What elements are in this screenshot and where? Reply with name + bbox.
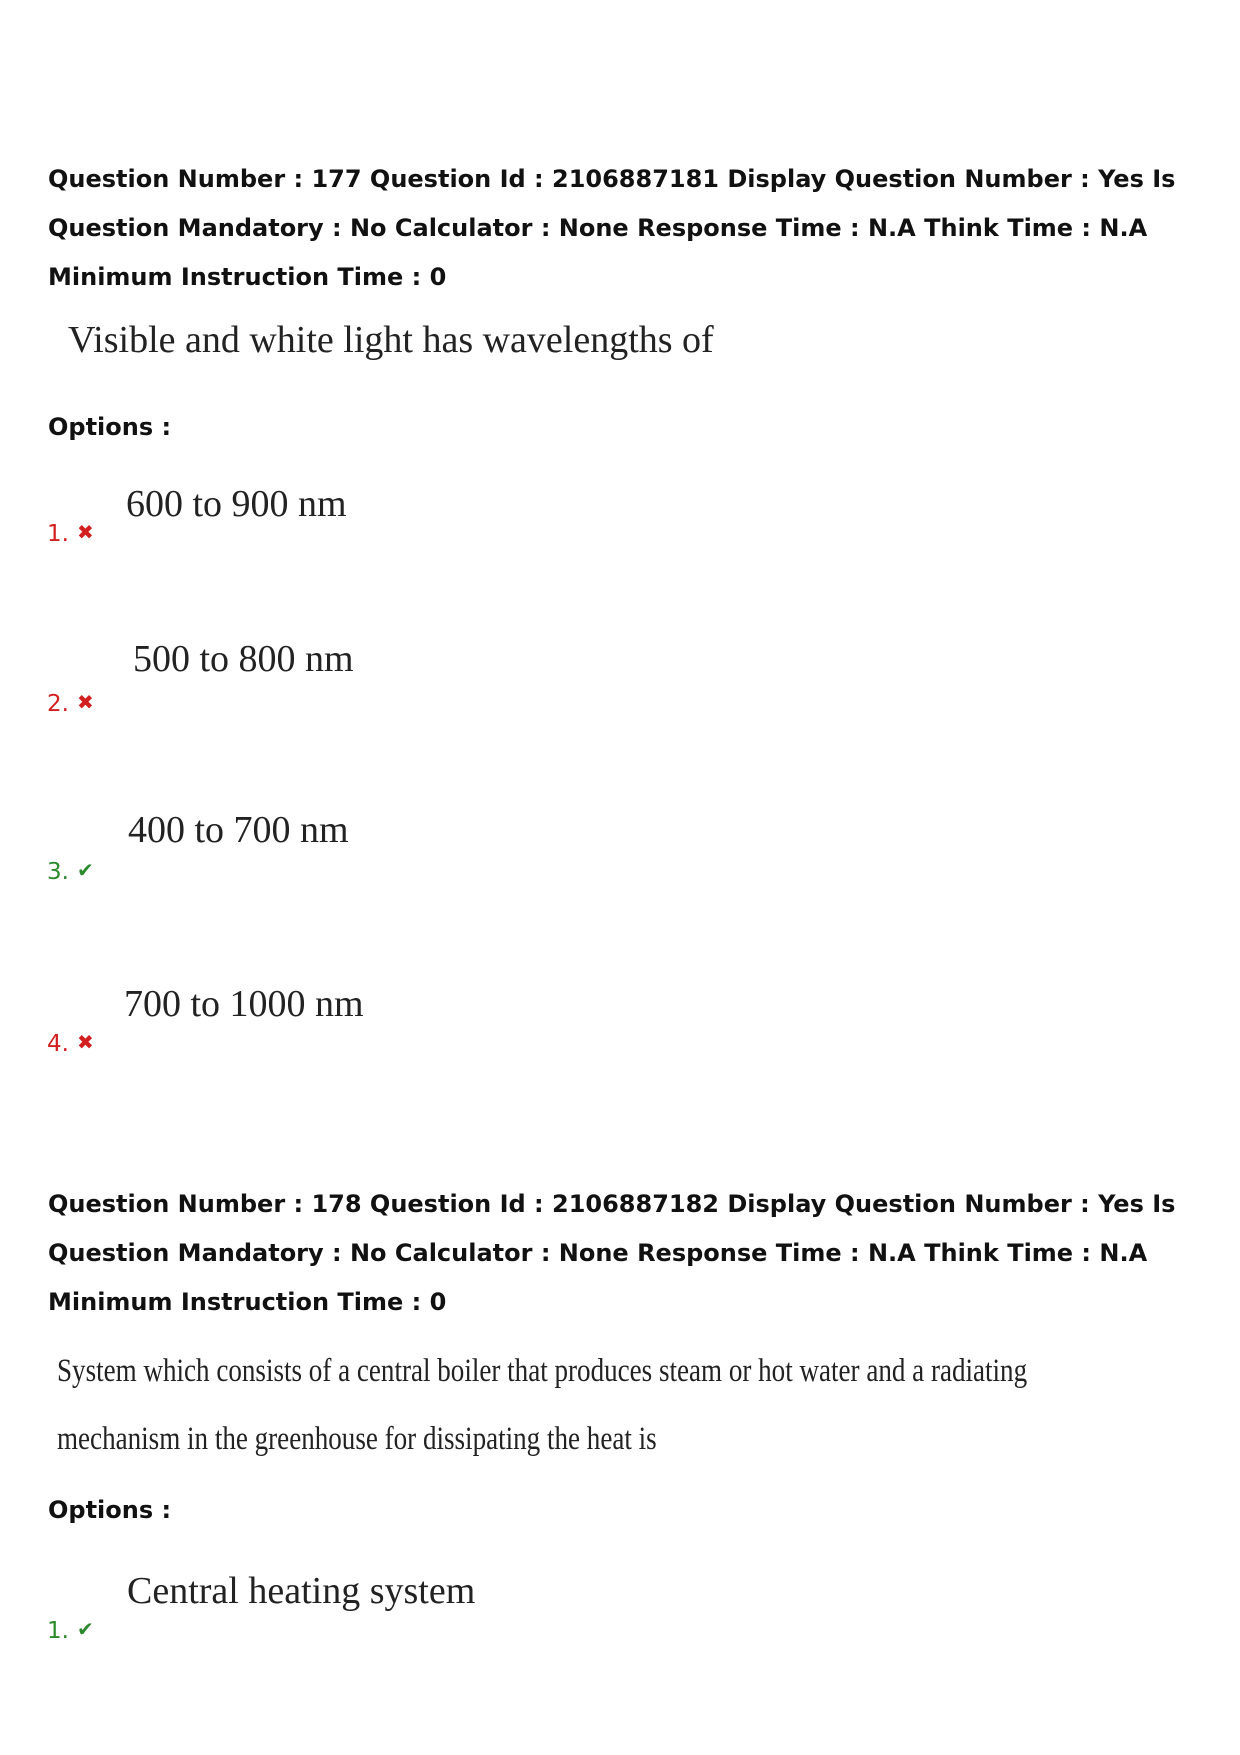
option-text: 700 to 1000 nm [124, 983, 364, 1025]
question-meta: Question Number : 177 Question Id : 2106887181 Display Question Number : Yes Is Question Mandatory : No Calculator : None Response Time : N.A Think Time : N.A Minimum Instruction Time : 0 [48, 165, 1176, 291]
option-text: 500 to 800 nm [133, 638, 354, 680]
options-label: Options : [48, 413, 172, 441]
option-number [47, 1617, 94, 1644]
option-text: Central heating system [127, 1570, 476, 1612]
question-text-line-2: mechanism in the greenhouse for dissipating the heat is [57, 1421, 657, 1457]
option-number [47, 1030, 94, 1057]
option-text: 400 to 700 nm [128, 809, 349, 851]
option-index: 1. [47, 521, 69, 547]
check-icon: ✔ [76, 1617, 94, 1641]
question-meta: Question Number : 178 Question Id : 2106887182 Display Question Number : Yes Is Question Mandatory : No Calculator : None Response Time : N.A Think Time : N.A Minimum Instruction Time : 0 [48, 1190, 1176, 1316]
option-text: 600 to 900 nm [126, 483, 347, 525]
question-text: Visible and white light has wavelengths of [68, 319, 714, 361]
option-index: 3. [47, 859, 69, 885]
option-index: 1. [47, 1618, 69, 1644]
options-label: Options : [48, 1496, 172, 1524]
option-index: 4. [47, 1031, 69, 1057]
cross-icon: ✖ [76, 1030, 94, 1054]
cross-icon: ✖ [76, 690, 94, 714]
option-index: 2. [47, 691, 69, 717]
cross-icon: ✖ [76, 520, 94, 544]
option-number [47, 858, 94, 885]
question-text-line-1: System which consists of a central boiler that produces steam or hot water and a radiating [57, 1353, 1028, 1389]
check-icon: ✔ [76, 858, 94, 882]
option-number [47, 520, 94, 547]
option-number [47, 690, 94, 717]
